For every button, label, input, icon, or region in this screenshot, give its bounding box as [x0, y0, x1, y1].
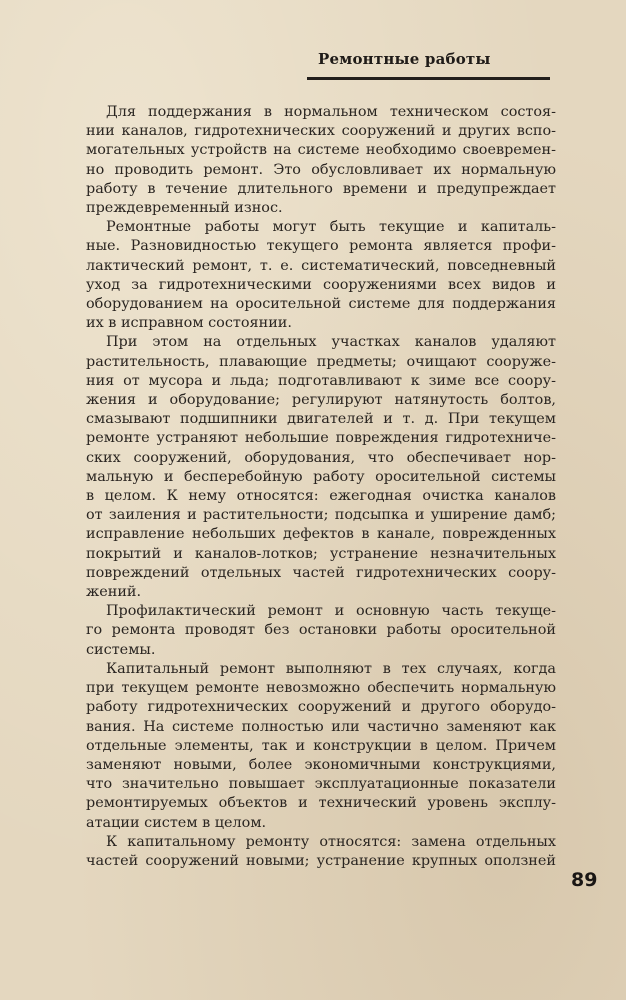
text-line: нии каналов, гидротехнических сооружений и других вспо-	[86, 123, 556, 140]
text-line: преждевременный износ.	[86, 200, 283, 217]
text-line: жения и оборудование; регулируют натянутость болтов,	[86, 392, 556, 409]
text-line: При этом на отдельных участках каналов удаляют	[106, 334, 556, 351]
text-line: ских сооружений, оборудования, что обеспечивает нор-	[86, 449, 556, 466]
text-line: в целом. К нему относятся: ежегодная очистка каналов	[86, 488, 556, 505]
text-line: работу гидротехнических сооружений и другого оборудо-	[86, 699, 556, 716]
text-line: Капитальный ремонт выполняют в тех случаях, когда	[106, 660, 556, 677]
text-line: при текущем ремонте невозможно обеспечить нормальную	[86, 680, 556, 697]
text-line: ремонте устраняют небольшие повреждения гидротехниче-	[86, 430, 556, 447]
running-head-rule	[307, 77, 550, 80]
text-line: К капитальному ремонту относятся: замена отдельных	[106, 833, 556, 850]
text-line: го ремонта проводят без остановки работы оросительной	[86, 622, 556, 639]
text-line: растительность, плавающие предметы; очищают сооруже-	[86, 353, 556, 370]
text-line: системы.	[86, 641, 156, 658]
text-line: Профилактический ремонт и основную часть текуще-	[106, 603, 556, 620]
text-line: Ремонтные работы могут быть текущие и капиталь-	[106, 219, 556, 236]
text-line: атации систем в целом.	[86, 814, 267, 831]
paragraph-1	[86, 103, 556, 218]
running-head-title: Ремонтные работы	[318, 50, 491, 68]
text-line: ния от мусора и льда; подготавливают к зиме все соору-	[86, 372, 556, 389]
paragraph-3	[86, 333, 556, 602]
paragraph-6	[86, 833, 556, 871]
text-line: лактический ремонт, т. е. систематический, повседневный	[86, 257, 556, 274]
text-line: Для поддержания в нормальном техническом состоя-	[106, 104, 556, 120]
text-line: их в исправном состоянии.	[86, 315, 292, 332]
paragraph-5	[86, 660, 556, 833]
text-line: вания. На системе полностью или частично заменяют как	[86, 718, 556, 735]
text-line: покрытий и каналов-лотков; устранение незначительных	[86, 545, 556, 562]
text-line: оборудованием на оросительной системе для поддержания	[86, 296, 556, 313]
text-line: жений.	[86, 584, 142, 601]
text-line: ные. Разновидностью текущего ремонта является профи-	[86, 238, 556, 255]
paragraph-2	[86, 218, 556, 333]
text-line: что значительно повышает эксплуатационные показатели	[86, 776, 556, 793]
page-number: 89	[571, 869, 598, 891]
text-line: повреждений отдельных частей гидротехнических соору-	[86, 564, 556, 581]
text-line: уход за гидротехническими сооружениями всех видов и	[86, 276, 556, 293]
text-line: могательных устройств на системе необходимо своевремен-	[86, 142, 556, 159]
text-line: исправление небольших дефектов в канале, поврежденных	[86, 526, 556, 543]
paragraph-4	[86, 602, 556, 660]
text-line: от заиления и растительности; подсыпка и уширение дамб;	[86, 507, 556, 524]
text-line: смазывают подшипники двигателей и т. д. При текущем	[86, 411, 556, 428]
body-text	[86, 103, 556, 871]
text-line: ремонтируемых объектов и технический уровень эксплу-	[86, 795, 556, 812]
text-line: заменяют новыми, более экономичными конструкциями,	[86, 756, 556, 773]
text-line: работу в течение длительного времени и предупреждает	[86, 180, 556, 197]
text-line: мальную и бесперебойную работу оросительной системы	[86, 468, 556, 485]
text-line: но проводить ремонт. Это обусловливает их нормальную	[86, 161, 556, 178]
text-line: отдельные элементы, так и конструкции в целом. Причем	[86, 737, 556, 754]
text-line: частей сооружений новыми; устранение крупных оползней	[86, 852, 556, 869]
